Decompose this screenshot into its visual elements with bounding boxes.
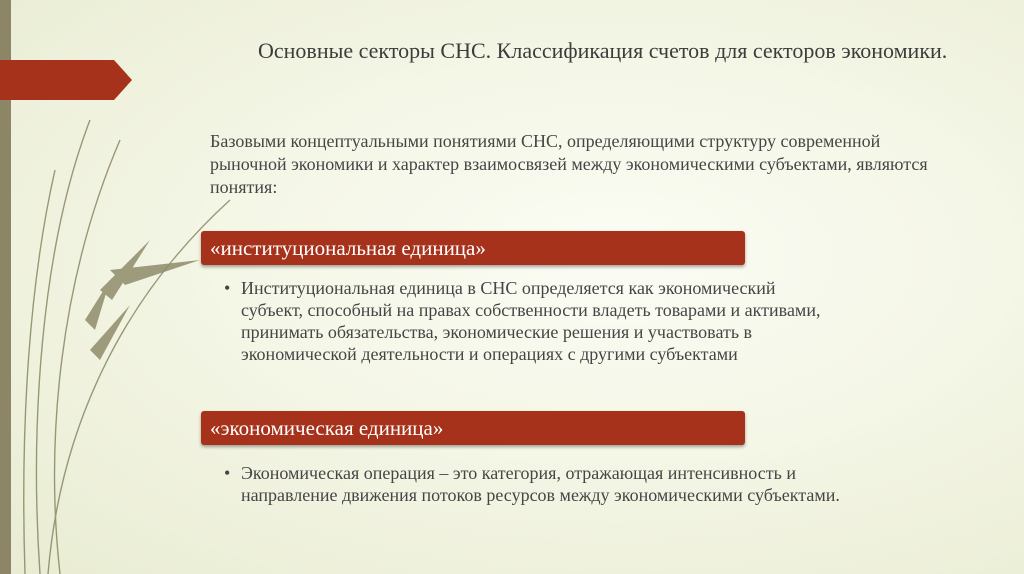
bullet-institutional-unit xyxy=(224,277,841,365)
section-heading-institutional-unit: «институциональная единица» xyxy=(201,231,745,265)
intro-paragraph: Базовыми концептуальными понятиями СНС, определяющими структуру современной рыночной экономики и характер взаимосвязей между экономическими субъектами, являются понятия: xyxy=(210,131,928,197)
slide-title: Основные секторы СНС. Классификация счетов для секторов экономики. xyxy=(258,38,948,63)
bullet-economic-operation xyxy=(224,462,841,506)
bullet-marker: • xyxy=(224,463,231,483)
bullet-marker: • xyxy=(224,278,231,298)
bullet-text: Институциональная единица в СНС определяется как экономический субъект, способный на правах собственности владеть товарами и активами, принимать обязательства, экономические решения и участвовать в экономической деятельности и операциях с другими субъектами xyxy=(241,278,821,364)
title-arrow-marker xyxy=(0,60,132,100)
section-heading-economic-unit: «экономическая единица» xyxy=(201,411,745,445)
bullet-text: Экономическая операция – это категория, отражающая интенсивность и направление движения потоков ресурсов между экономическими субъектами. xyxy=(241,463,840,505)
